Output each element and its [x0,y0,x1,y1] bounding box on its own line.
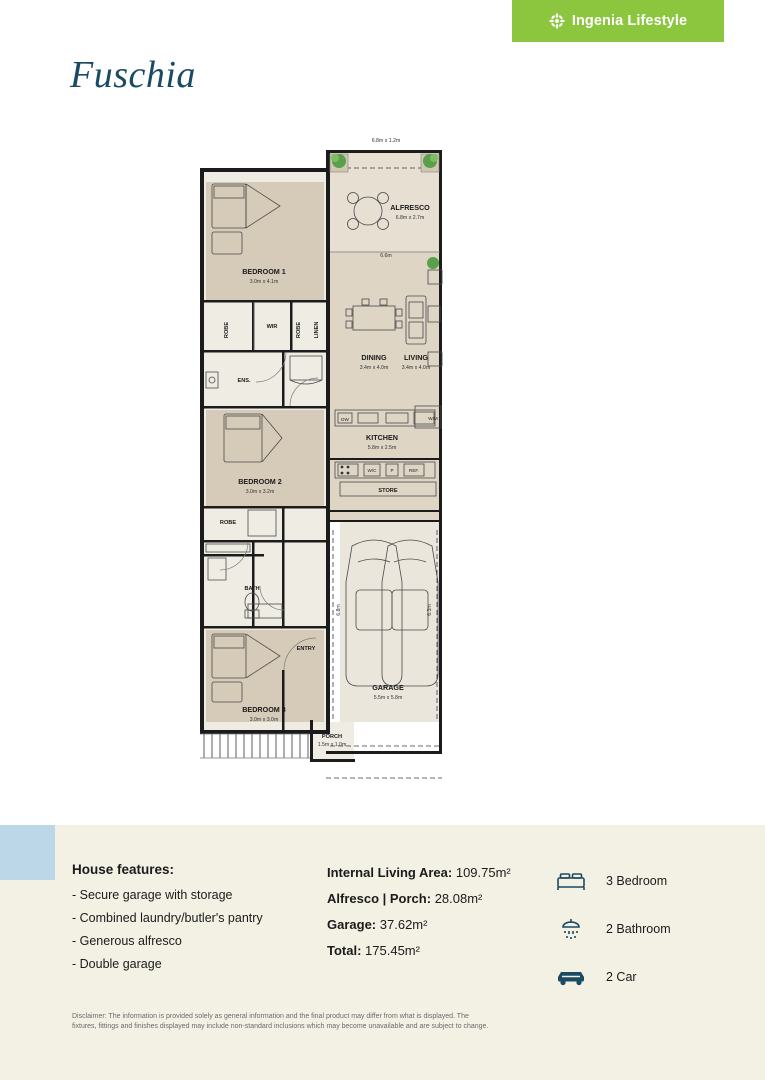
svg-text:6.8m x 2.7m: 6.8m x 2.7m [395,215,425,221]
spec-icons [554,867,744,1011]
svg-text:3.4m x 4.0m: 3.4m x 4.0m [359,365,389,371]
spec-label: 3 Bedroom [606,874,668,888]
area-label: Alfresco | Porch: [327,891,432,906]
brand-bar [512,0,724,42]
feature-item: - Combined laundry/butler's pantry [72,911,263,925]
svg-text:6.3m: 6.3m [427,604,433,616]
brand-name: Ingenia Lifestyle [571,13,688,29]
area-row [327,865,557,880]
svg-text:6.8m: 6.8m [336,604,342,616]
area-row [327,891,557,906]
svg-text:STORE: STORE [378,488,398,494]
svg-text:ENS.: ENS. [237,378,251,384]
page-title: Fuschia [70,54,196,96]
floorplan-diagram [190,110,580,810]
svg-text:W/C: W/C [367,468,377,473]
svg-text:3.4m x 4.0m: 3.4m x 4.0m [401,365,431,371]
svg-text:PORCH: PORCH [321,734,343,740]
svg-text:1.5m x 1.0m: 1.5m x 1.0m [317,742,347,748]
area-row [327,943,557,958]
feature-item: - Secure garage with storage [72,888,233,902]
svg-text:REF.: REF. [409,468,419,473]
svg-text:BEDROOM 1: BEDROOM 1 [242,267,286,276]
svg-text:BATH: BATH [244,586,260,592]
svg-text:ROBE: ROBE [219,520,237,526]
svg-text:W/M: W/M [428,416,438,421]
spec-label: 2 Bathroom [606,922,671,936]
spec-label: 2 Car [606,970,637,984]
svg-text:ROBE: ROBE [296,321,302,339]
spec-row-car [554,963,744,991]
svg-text:DINING: DINING [361,353,387,362]
svg-text:ROBE: ROBE [224,321,230,339]
svg-text:WIR: WIR [266,324,278,330]
area-value: 37.62m² [379,917,428,932]
bed-icon [554,868,588,894]
area-row [327,917,557,932]
footer-accent-block [0,825,55,880]
svg-text:5.5m x 5.8m: 5.5m x 5.8m [373,695,403,701]
svg-text:6.6m: 6.6m [380,253,392,259]
area-label: Garage: [327,917,377,932]
svg-text:3.0m x 3.2m: 3.0m x 3.2m [245,489,275,495]
svg-text:P: P [390,468,394,473]
svg-text:3.0m x 3.0m: 3.0m x 3.0m [249,717,279,723]
asterisk-flower-icon [549,13,565,29]
spec-row-bathroom [554,915,744,943]
svg-text:BEDROOM 2: BEDROOM 2 [238,477,282,486]
svg-text:KITCHEN: KITCHEN [366,433,398,442]
area-label: Internal Living Area: [327,865,453,880]
house-features [72,862,322,980]
svg-text:3.0m x 4.1m: 3.0m x 4.1m [249,279,279,285]
area-value: 28.08m² [434,891,483,906]
svg-text:6.8m x 1.2m: 6.8m x 1.2m [371,138,401,144]
feature-item: - Double garage [72,957,162,971]
svg-text:GARAGE: GARAGE [372,683,404,692]
svg-text:ENTRY: ENTRY [296,646,316,652]
features-heading: House features: [72,862,175,877]
disclaimer-text: Disclaimer: The information is provided solely as general information and the final product may differ from what is displayed. The fixtures, fittings and finishes displayed may include non-standard inclusions which may become unavailable and are subject to change. [72,1013,489,1031]
spec-row-bedroom [554,867,744,895]
svg-text:LINEN: LINEN [314,321,320,339]
area-label: Total: [327,943,362,958]
svg-text:DW: DW [341,417,349,422]
area-value: 109.75m² [455,865,511,880]
svg-text:BEDROOM 3: BEDROOM 3 [242,705,286,714]
feature-item: - Generous alfresco [72,934,182,948]
svg-text:5.8m x 2.5m: 5.8m x 2.5m [367,445,397,451]
area-summary [327,865,557,969]
svg-text:ALFRESCO: ALFRESCO [390,203,430,212]
area-value: 175.45m² [365,943,420,958]
svg-text:LIVING: LIVING [404,353,428,362]
car-icon [554,964,588,990]
shower-icon [554,916,588,942]
